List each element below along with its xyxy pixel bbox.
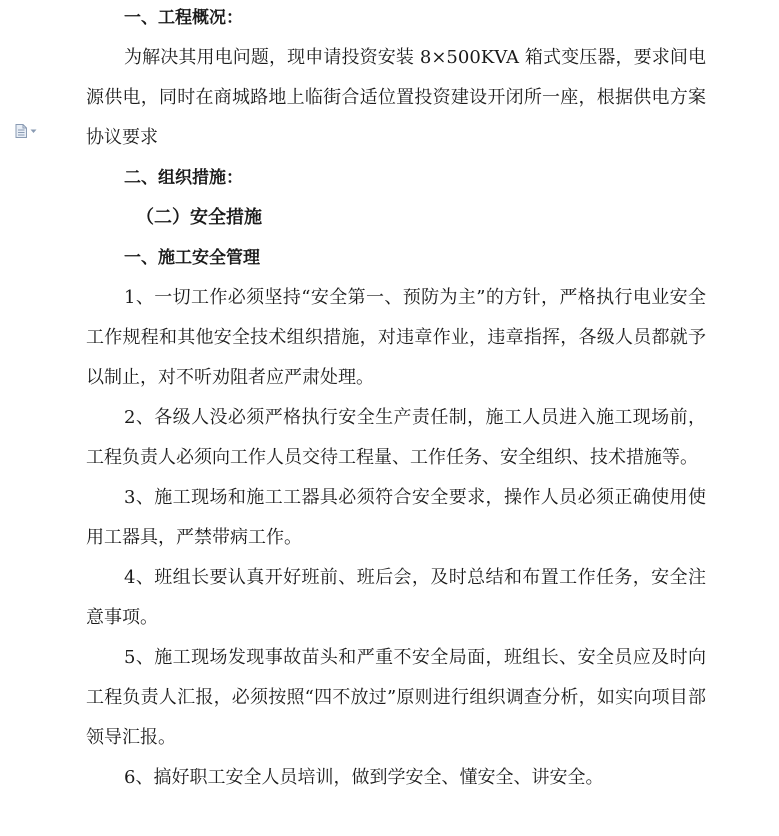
list-item: 5、施工现场发现事故苗头和严重不安全局面，班组长、安全员应及时向工程负责人汇报，必须按照“四不放过”原则进行组织调查分析，如实向项目部领导汇报。 xyxy=(86,647,706,748)
list-item: 6、搞好职工安全人员培训，做到学安全、懂安全、讲安全。 xyxy=(124,767,604,788)
heading-project-overview: 一、工程概况： xyxy=(124,8,243,28)
heading-organization-measures: 二、组织措施： xyxy=(124,168,243,188)
heading-construction-safety-management: 一、施工安全管理 xyxy=(124,248,260,268)
chevron-down-icon[interactable] xyxy=(30,129,37,134)
heading-safety-measures: （二）安全措施 xyxy=(136,207,262,228)
list-item: 4、班组长要认真开好班前、班后会，及时总结和布置工作任务，安全注意事项。 xyxy=(86,567,706,628)
list-item: 1、一切工作必须坚持“安全第一、预防为主”的方针，严格执行电业安全工作规程和其他安全技术组织措施，对违章作业，违章指挥，各级人员都就予以制止，对不听劝阻者应严肃处理。 xyxy=(86,287,706,388)
paragraph-options[interactable] xyxy=(15,123,45,139)
paragraph-marker-icon xyxy=(15,124,27,138)
list-item: 2、各级人没必须严格执行安全生产责任制，施工人员进入施工现场前，工程负责人必须向工作人员交待工程量、工作任务、安全组织、技术措施等。 xyxy=(86,407,706,468)
list-item: 3、施工现场和施工工器具必须符合安全要求，操作人员必须正确使用使用工器具，严禁带病工作。 xyxy=(86,487,706,548)
paragraph-project-overview: 为解决其用电问题，现申请投资安装 8×500KVA 箱式变压器，要求间电源供电，同时在商城路地上临街合适位置投资建设开闭所一座，根据供电方案协议要求 xyxy=(86,47,706,148)
document-body xyxy=(86,0,706,798)
